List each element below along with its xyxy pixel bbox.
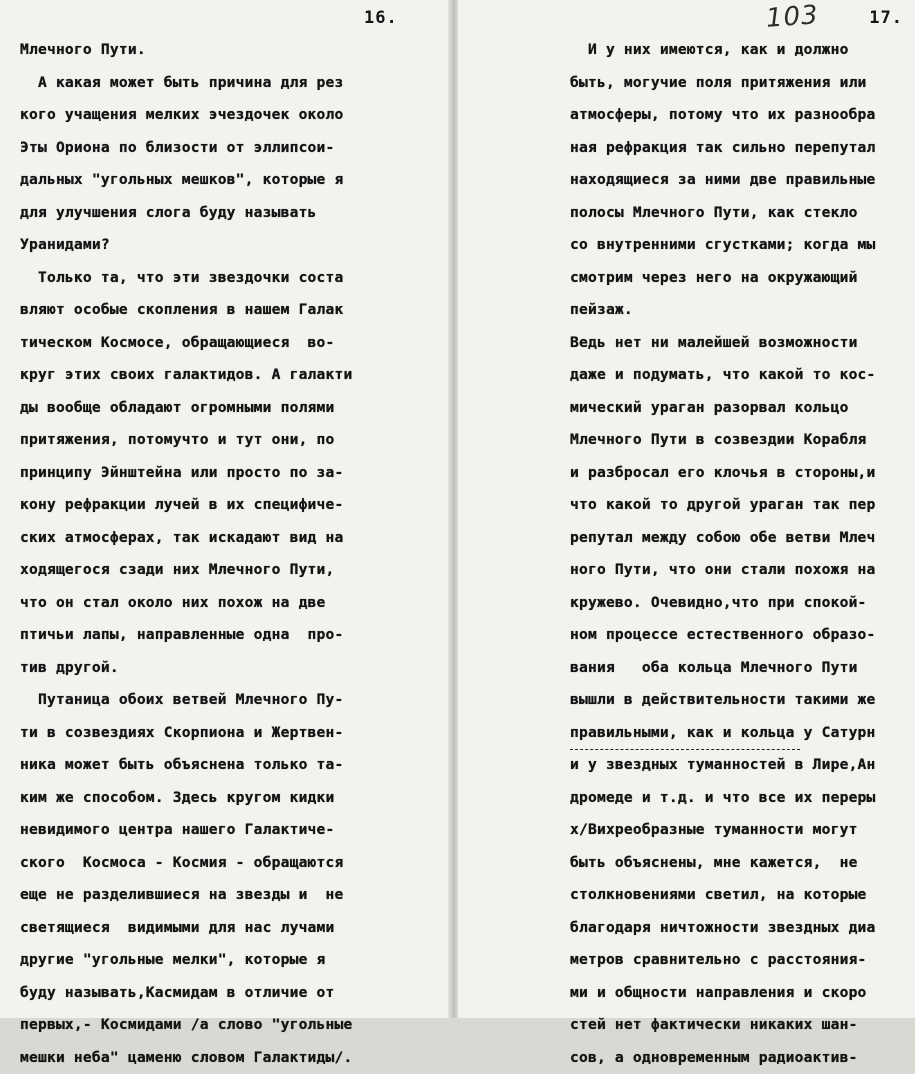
text-line: ти в созвездиях Скорпиона и Жертвен-	[20, 717, 440, 750]
text-line: репутал между собою обе ветви Млеч	[570, 522, 910, 555]
text-line: Путаница обоих ветвей Млечного Пу-	[20, 684, 440, 717]
text-line: невидимого центра нашего Галактиче-	[20, 814, 440, 847]
text-line: дальных "угольных мешков", которые я	[20, 164, 440, 197]
insertion-underline	[570, 749, 800, 750]
left-page	[0, 0, 452, 1018]
text-line: что какой то другой ураган так пер	[570, 489, 910, 522]
text-line: Млечного Пути в созвездии Корабля	[570, 424, 910, 457]
text-line: притяжения, потомучто и тут они, по	[20, 424, 440, 457]
text-line: мический ураган разорвал кольцо	[570, 392, 910, 425]
text-line: тическом Космосе, обращающиеся во-	[20, 327, 440, 360]
text-line: мешки неба" цаменю словом Галактиды/.	[20, 1042, 440, 1074]
archive-number: 103	[765, 0, 820, 34]
text-line: стей нет фактически никаких шан-	[570, 1009, 910, 1042]
text-line: А какая может быть причина для рез	[20, 67, 440, 100]
text-line: быть объяснены, мне кажется, не	[570, 847, 910, 880]
text-line: смотрим через него на окружающий	[570, 262, 910, 295]
page-number-left: 16.	[364, 8, 398, 28]
text-line: для улучшения слога буду называть	[20, 197, 440, 230]
text-line: светящиеся видимыми для нас лучами	[20, 912, 440, 945]
right-page-text	[570, 34, 910, 1074]
text-line: метров сравнительно с расстояния-	[570, 944, 910, 977]
text-line: другие "угольные мелки", которые я	[20, 944, 440, 977]
text-line: Млечного Пути.	[20, 34, 440, 67]
text-line: находящиеся за ними две правильные	[570, 164, 910, 197]
text-line: Ведь нет ни малейшей возможности	[570, 327, 910, 360]
text-line: ким же способом. Здесь кругом кидки	[20, 782, 440, 815]
text-line: вания оба кольца Млечного Пути	[570, 652, 910, 685]
text-line: со внутренними сгустками; когда мы	[570, 229, 910, 262]
text-line: быть, могучие поля притяжения или	[570, 67, 910, 100]
text-line: круг этих своих галактидов. А галакти	[20, 359, 440, 392]
text-line: даже и подумать, что какой то кос-	[570, 359, 910, 392]
text-line: принципу Эйнштейна или просто по за-	[20, 457, 440, 490]
text-line: вышли в действительности такими же	[570, 684, 910, 717]
text-line: первых,- Космидами /а слово "угольные	[20, 1009, 440, 1042]
right-page	[458, 0, 915, 1018]
text-line: правильными, как и кольца у Сатурн	[570, 717, 910, 750]
text-line: тив другой.	[20, 652, 440, 685]
text-line: Эты Ориона по близости от эллипсои-	[20, 132, 440, 165]
text-line: сов, а одновременным радиоактив-	[570, 1042, 910, 1074]
page-number-right: 17.	[869, 8, 903, 28]
text-line: благодаря ничтожности звездных диа	[570, 912, 910, 945]
text-line: столкновениями светил, на которые	[570, 879, 910, 912]
text-line: кону рефракции лучей в их специфиче-	[20, 489, 440, 522]
text-line: дромеде и т.д. и что все их переры	[570, 782, 910, 815]
text-line: буду называть,Касмидам в отличие от	[20, 977, 440, 1010]
text-line: ского Космоса - Космия - обращаются	[20, 847, 440, 880]
text-line: пейзаж.	[570, 294, 910, 327]
text-line: атмосферы, потому что их разнообра	[570, 99, 910, 132]
text-line: ми и общности направления и скоро	[570, 977, 910, 1010]
text-line: полосы Млечного Пути, как стекло	[570, 197, 910, 230]
text-line: Уранидами?	[20, 229, 440, 262]
text-line: и разбросал его клочья в стороны,и	[570, 457, 910, 490]
text-line: еще не разделившиеся на звезды и не	[20, 879, 440, 912]
text-line: что он стал около них похож на две	[20, 587, 440, 620]
text-line: ды вообще обладают огромными полями	[20, 392, 440, 425]
text-line: кружево. Очевидно,что при спокой-	[570, 587, 910, 620]
text-line: Только та, что эти звездочки соста	[20, 262, 440, 295]
text-line: птичьи лапы, направленные одна про-	[20, 619, 440, 652]
text-line: ходящегося сзади них Млечного Пути,	[20, 554, 440, 587]
text-line: x/Вихреобразные туманности могут	[570, 814, 910, 847]
text-line: ном процессе естественного образо-	[570, 619, 910, 652]
text-line: ских атмосферах, так искадают вид на	[20, 522, 440, 555]
text-line: ника может быть объяснена только та-	[20, 749, 440, 782]
left-page-text	[20, 34, 440, 1074]
text-line: ного Пути, что они стали похожя на	[570, 554, 910, 587]
text-line: вляют особые скопления в нашем Галак	[20, 294, 440, 327]
text-line: и у звездных туманностей в Лире,Ан	[570, 749, 910, 782]
text-line: кого учащения мелких эчездочек около	[20, 99, 440, 132]
text-line: И у них имеются, как и должно	[570, 34, 910, 67]
text-line: ная рефракция так сильно перепутал	[570, 132, 910, 165]
